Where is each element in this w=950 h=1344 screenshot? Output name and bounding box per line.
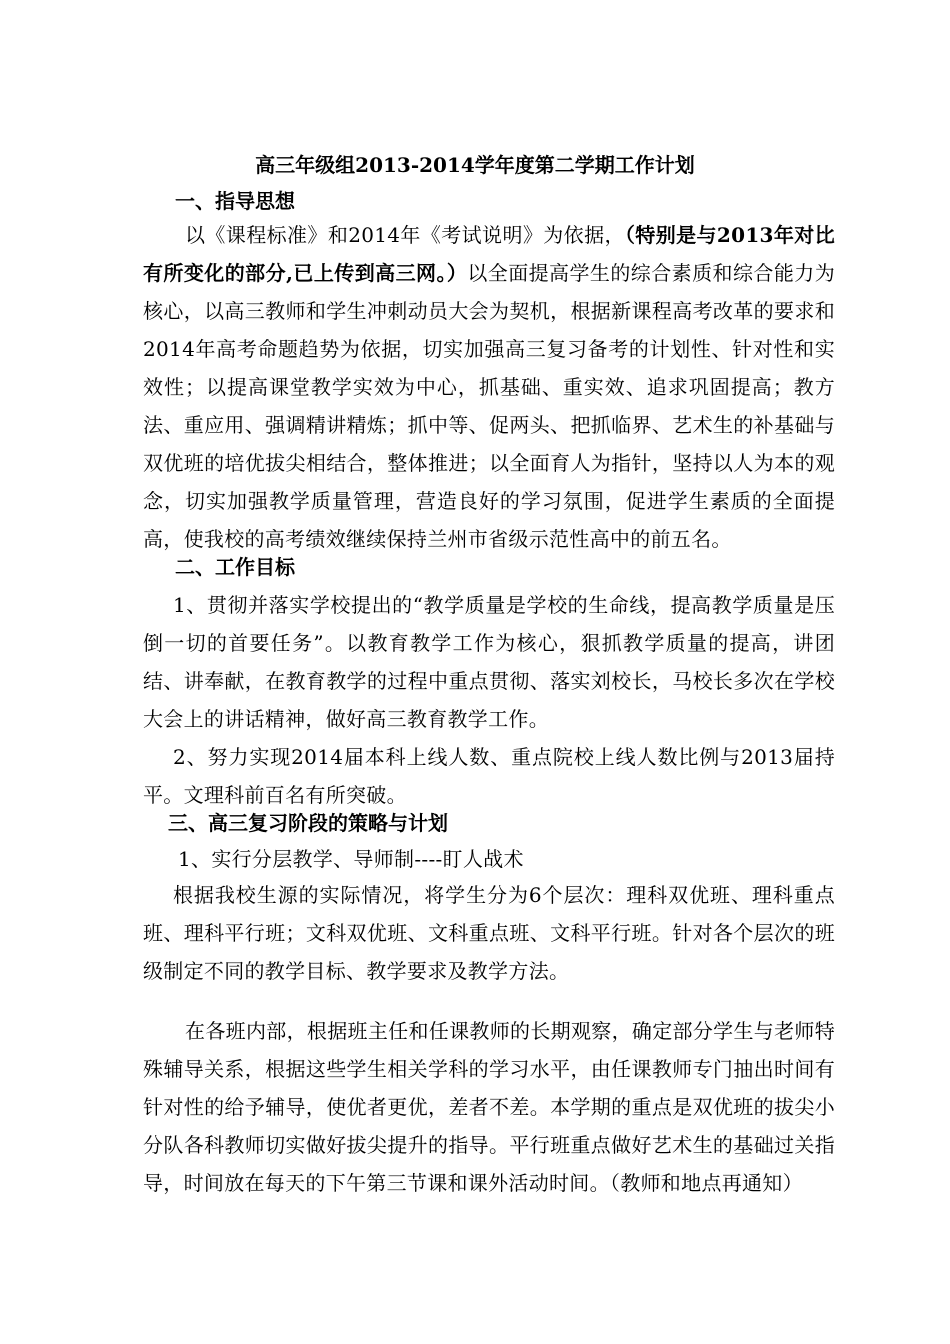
paragraph-text: 以《课程标准》和2014年《考试说明》为依据， [185,223,625,247]
section-guiding-ideology-paragraph [143,216,835,558]
section-heading-strategy: 三、高三复习阶段的策略与计划 [168,811,448,835]
work-goal-item-1: 1、贯彻并落实学校提出的“教学质量是学校的生命线，提高教学质量是压倒一切的首要任务”。以教育教学工作为核心，狠抓教学质量的提高，讲团结、讲奉献，在教育教学的过程中重点贯彻、落实刘校长，马校长多次在学校大会上的讲话精神，做好高三教育教学工作。 [143,593,835,731]
paragraph-bold-note: （特别是与2013年对比有所变化的部分,已上传到高三网。） [143,223,835,285]
strategy-subheading-1: 1、实行分层教学、导师制----盯人战术 [178,847,524,871]
strategy-paragraph-2: 在各班内部，根据班主任和任课教师的长期观察，确定部分学生与老师特殊辅导关系，根据这些学生相关学科的学习水平，由任课教师专门抽出时间有针对性的给予辅导，使优者更优，差者不差。本学期的重点是双优班的拔尖小分队各科教师切实做好拔尖提升的指导。平行班重点做好艺术生的基础过关指导，时间放在每天的下午第三节课和课外活动时间。（教师和地点再通知） [143,1019,835,1195]
strategy-paragraph-1: 根据我校生源的实际情况，将学生分为6个层次：理科双优班、理科重点班、理科平行班；文科双优班、文科重点班、文科平行班。针对各个层次的班级制定不同的教学目标、教学要求及教学方法。 [143,883,835,983]
document-title: 高三年级组2013-2014学年度第二学期工作计划 [255,153,695,177]
section-heading-work-goals: 二、工作目标 [175,555,295,579]
paragraph-text: 以全面提高学生的综合素质和综合能力为核心，以高三教师和学生冲刺动员大会为契机，根据新课程高考改革的要求和2014年高考命题趋势为依据，切实加强高三复习备考的计划性、针对性和实效性；以提高课堂教学实效为中心，抓基础、重实效、追求巩固提高；教方法、重应用、强调精讲精炼；抓中等、促两头、把抓临界、艺术生的补基础与双优班的培优拔尖相结合，整体推进；以全面育人为指针，坚持以人为本的观念，切实加强教学质量管理，营造良好的学习氛围，促进学生素质的全面提高，使我校的高考绩效继续保持兰州市省级示范性高中的前五名。 [143,261,835,551]
section-heading-guiding-ideology: 一、指导思想 [175,189,295,213]
work-goal-item-2: 2、努力实现2014届本科上线人数、重点院校上线人数比例与2013届持平。文理科前百名有所突破。 [143,745,835,807]
